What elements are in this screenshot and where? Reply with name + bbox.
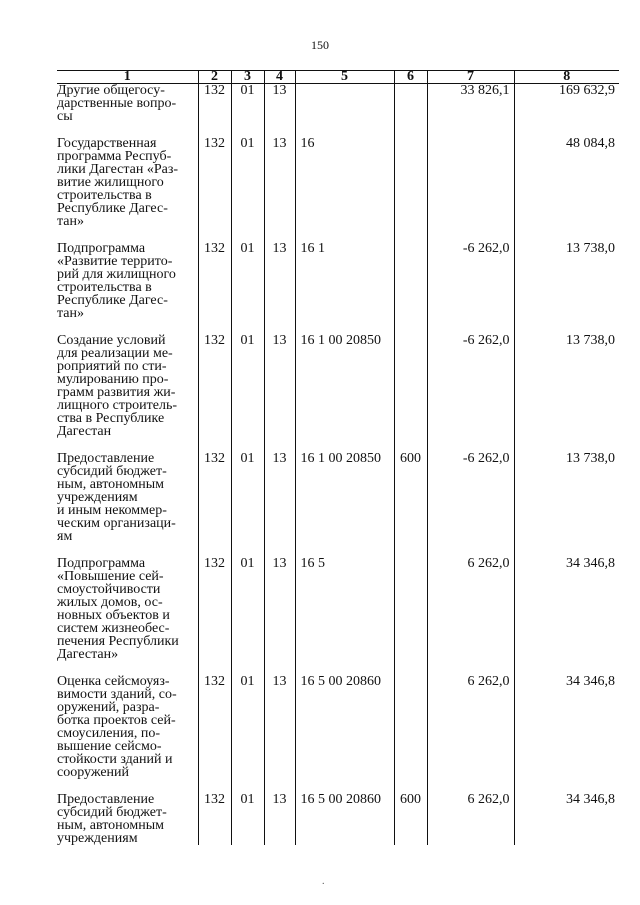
row-value-8: 34 346,8 [514,793,619,845]
row-value-8: 34 346,8 [514,557,619,675]
row-value-8: 13 738,0 [514,452,619,557]
row-code-3: 01 [231,334,264,452]
row-code-3: 01 [231,675,264,793]
header-col-7: 7 [427,71,514,84]
row-value-7: -6 262,0 [427,242,514,334]
row-value-8: 34 346,8 [514,675,619,793]
row-code-4: 13 [264,675,295,793]
row-value-8: 13 738,0 [514,242,619,334]
row-code-3: 01 [231,84,264,138]
table-row [57,84,619,138]
row-code-2: 132 [198,452,231,557]
header-col-8: 8 [514,71,619,84]
row-code-2: 132 [198,242,231,334]
table-body [57,84,619,846]
header-col-3: 3 [231,71,264,84]
row-code-4: 13 [264,334,295,452]
row-name: Оценка сейсмоуяз- вимости зданий, со- оружений, разра- ботка проектов сей- смоусиления, по- вышение сейсмо- стойкости зданий и сооружений [57,674,177,780]
row-code-6 [394,334,427,452]
row-code-2: 132 [198,137,231,242]
header-col-1: 1 [57,71,198,84]
header-col-5: 5 [295,71,394,84]
row-value-7: 6 262,0 [427,793,514,845]
row-code-6 [394,242,427,334]
table-row [57,242,619,334]
row-code-5: 16 5 00 20860 [295,675,394,793]
table-row [57,557,619,675]
row-code-5: 16 [295,137,394,242]
row-code-5: 16 1 00 20850 [295,334,394,452]
row-code-5 [295,84,394,138]
row-value-7 [427,137,514,242]
row-name: Предоставление субсидий бюджет- ным, автономным учреждениям [57,792,167,846]
footer-mark: . [322,876,325,887]
header-col-4: 4 [264,71,295,84]
row-code-4: 13 [264,84,295,138]
row-code-3: 01 [231,137,264,242]
row-value-7: 6 262,0 [427,675,514,793]
row-name: Государственная программа Респуб- лики Дагестан «Раз- витие жилищного строительства в Республике Дагес- тан» [57,136,179,229]
row-code-6 [394,84,427,138]
row-code-4: 13 [264,242,295,334]
table-row [57,452,619,557]
row-code-6 [394,557,427,675]
row-value-8: 13 738,0 [514,334,619,452]
budget-table [57,70,619,845]
row-code-4: 13 [264,137,295,242]
row-code-3: 01 [231,242,264,334]
row-code-3: 01 [231,793,264,845]
row-code-5: 16 5 [295,557,394,675]
row-code-2: 132 [198,334,231,452]
row-code-6 [394,137,427,242]
row-code-2: 132 [198,675,231,793]
row-code-6: 600 [394,452,427,557]
row-name: Подпрограмма «Развитие террито- рий для жилищного строительства в Республике Дагес- тан» [57,241,176,321]
row-code-3: 01 [231,557,264,675]
row-code-2: 132 [198,84,231,138]
row-value-7: 6 262,0 [427,557,514,675]
row-code-4: 13 [264,557,295,675]
row-value-7: -6 262,0 [427,452,514,557]
row-name: Подпрограмма «Повышение сей- смоустойчивости жилых домов, ос- новных объектов и систем жизнеобес- печения Республики Дагестан» [57,556,179,662]
row-name: Создание условий для реализации ме- роприятий по сти- мулированию про- грамм развития жи- лищного строитель- ства в Республике Дагестан [57,333,178,439]
row-value-8: 48 084,8 [514,137,619,242]
row-code-2: 132 [198,793,231,845]
page-number: 150 [311,38,329,52]
table-row [57,334,619,452]
row-code-5: 16 1 [295,242,394,334]
table-row [57,137,619,242]
table-row [57,675,619,793]
row-code-5: 16 5 00 20860 [295,793,394,845]
row-code-6 [394,675,427,793]
row-code-5: 16 1 00 20850 [295,452,394,557]
row-code-4: 13 [264,793,295,845]
table-row [57,793,619,845]
row-code-6: 600 [394,793,427,845]
header-col-6: 6 [394,71,427,84]
row-value-7: -6 262,0 [427,334,514,452]
row-code-4: 13 [264,452,295,557]
header-col-2: 2 [198,71,231,84]
row-value-7: 33 826,1 [427,84,514,138]
row-name: Другие общегосу- дарственные вопро- сы [57,83,177,124]
row-name: Предоставление субсидий бюджет- ным, автономным учреждениям и иным некоммер- ческим организаци- ям [57,451,176,544]
table-header [57,71,619,84]
row-code-2: 132 [198,557,231,675]
row-code-3: 01 [231,452,264,557]
row-value-8: 169 632,9 [514,84,619,138]
